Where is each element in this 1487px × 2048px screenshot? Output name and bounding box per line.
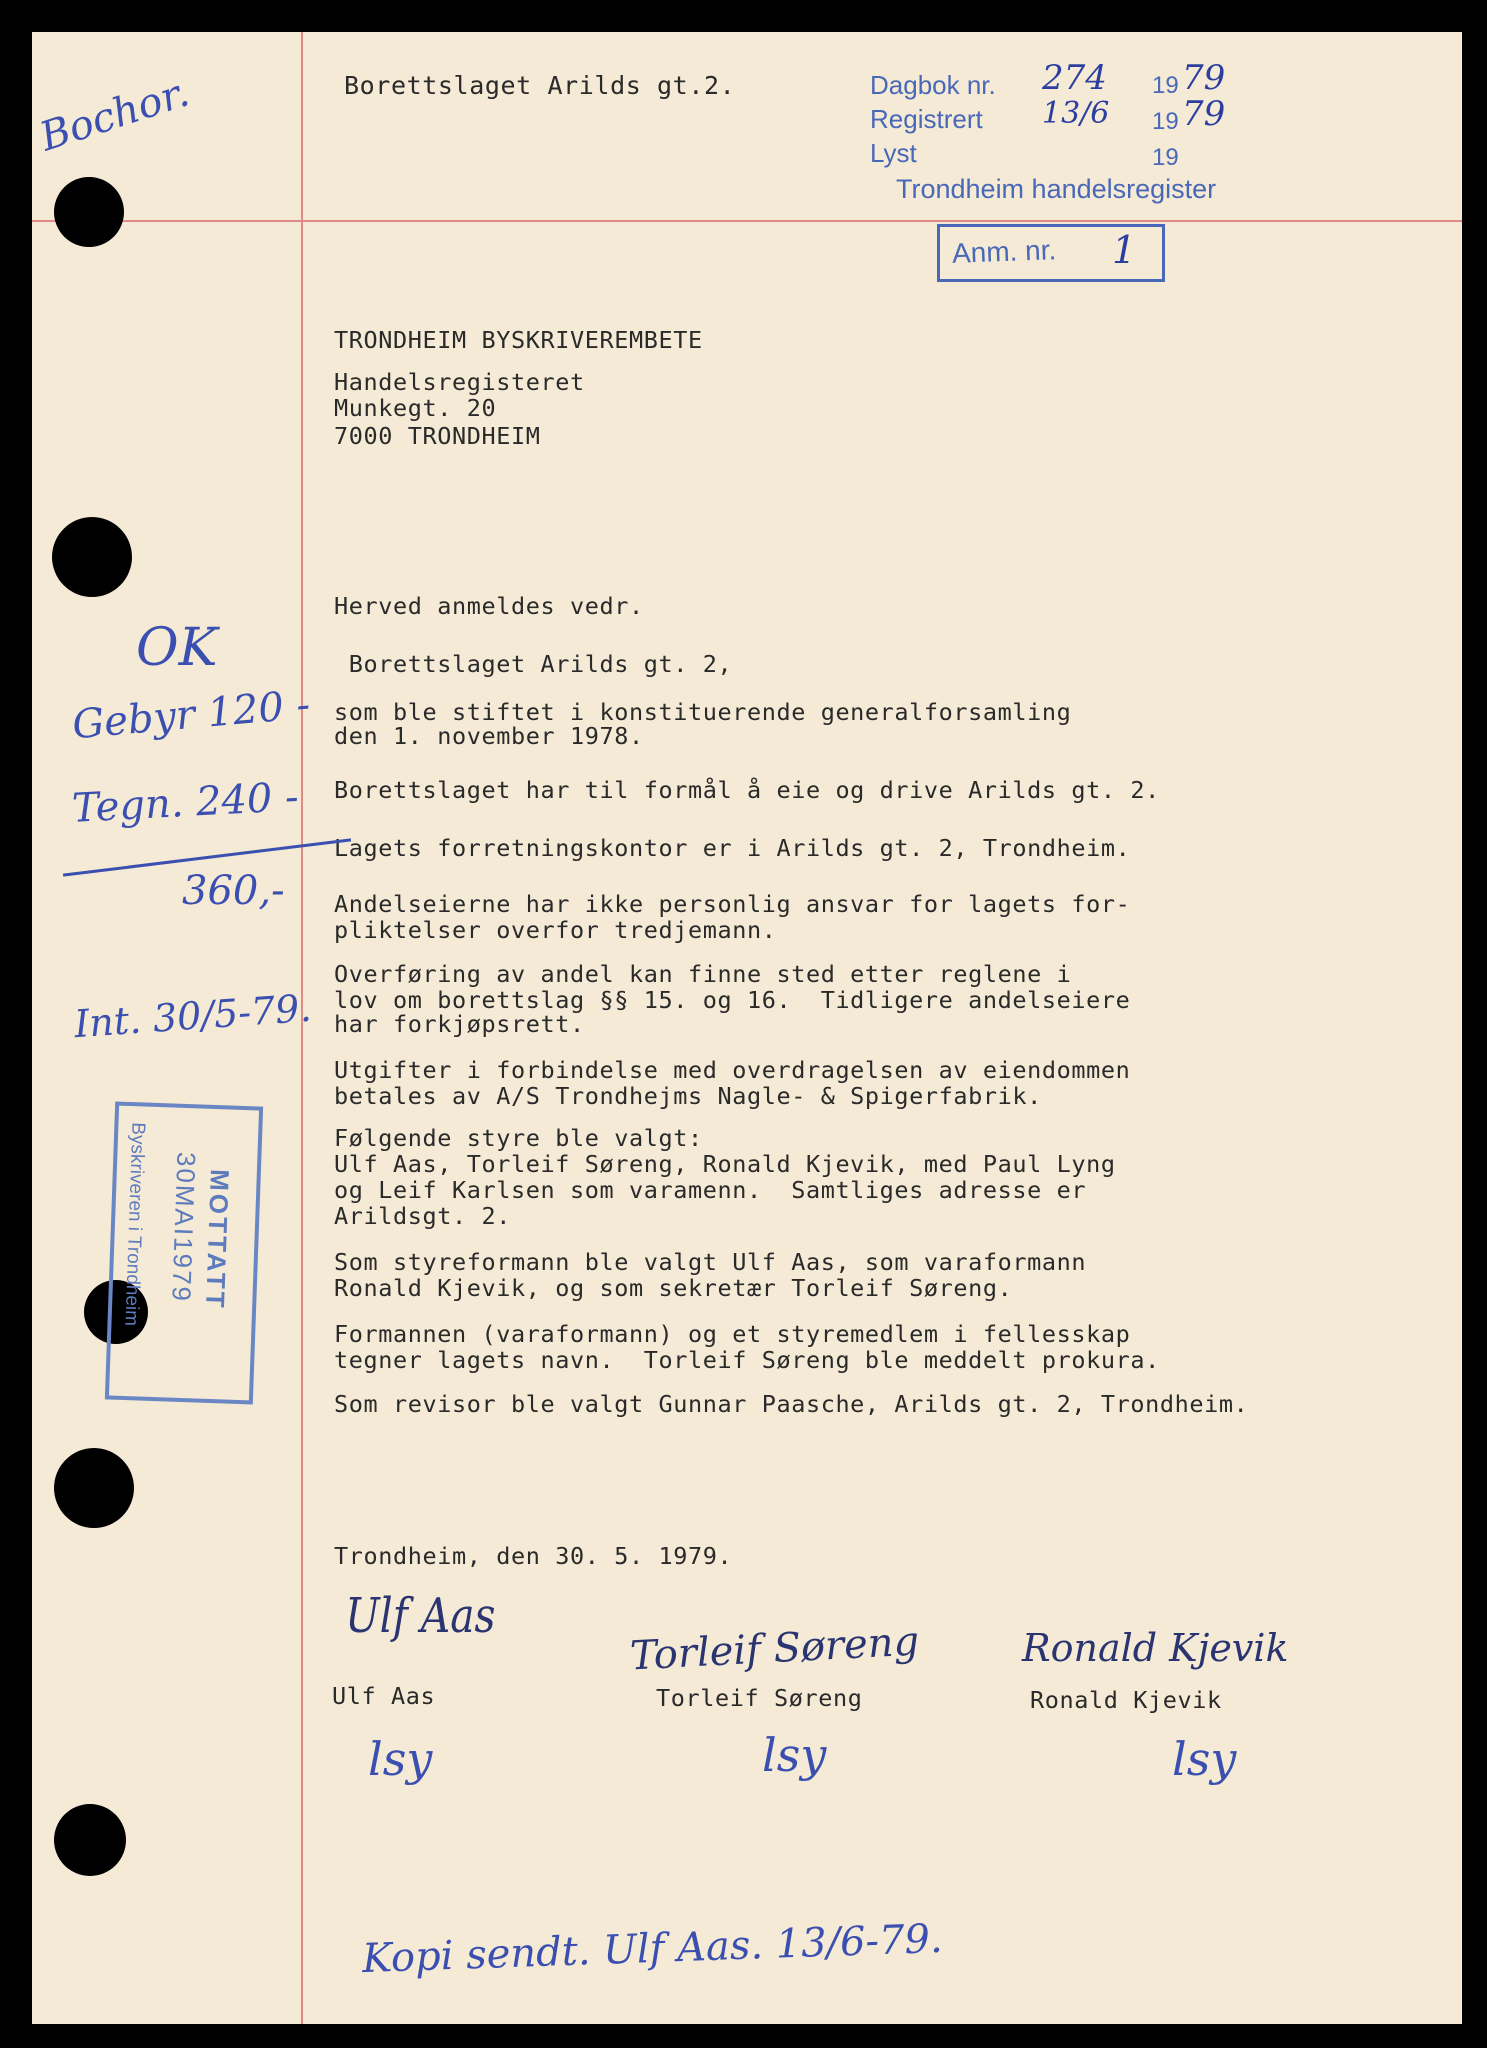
body-text: den 1. november 1978. — [334, 722, 644, 750]
signatory-name: Ulf Aas — [332, 1682, 436, 1710]
body-text: Utgifter i forbindelse med overdragelsen av eiendommen — [334, 1056, 1131, 1084]
header-line — [32, 220, 1462, 222]
signatory-name: Ronald Kjevik — [1030, 1686, 1222, 1714]
punch-hole — [54, 177, 124, 247]
stamp-text: 30MAI1979 — [166, 1151, 202, 1304]
body-text: Borettslaget Arilds gt. 2, — [334, 650, 733, 678]
body-text: og Leif Karlsen som varamenn. Samtliges adresse er — [334, 1176, 1087, 1204]
body-text: Herved anmeldes vedr. — [334, 592, 644, 620]
body-text: Overføring av andel kan finne sted etter reglene i — [334, 960, 1072, 988]
dagbok-year-prefix: 19 — [1152, 72, 1179, 99]
registrert-label: Registrert — [870, 104, 983, 134]
margin-note-fee: Gebyr 120 - — [70, 681, 312, 749]
body-text: har forkjøpsrett. — [334, 1010, 585, 1038]
body-text: lov om borettslag §§ 15. og 16. Tidligere andelseiere — [334, 986, 1131, 1014]
punch-hole — [54, 1448, 134, 1528]
margin-note-date: Int. 30/5-79. — [72, 985, 313, 1047]
body-text: Formannen (varaformann) og et styremedlem i fellesskap — [334, 1320, 1131, 1348]
place-date: Trondheim, den 30. 5. 1979. — [334, 1542, 733, 1570]
body-text: Ronald Kjevik, og som sekretær Torleif Søreng. — [334, 1274, 1013, 1302]
document-page — [32, 32, 1462, 2024]
signature-handwritten: Ronald Kjevik — [1022, 1626, 1289, 1670]
recipient-line: Handelsregisteret — [334, 368, 585, 396]
dagbok-label: Dagbok nr. — [870, 70, 996, 100]
body-text: Som revisor ble valgt Gunnar Paasche, Arilds gt. 2, Trondheim. — [334, 1390, 1249, 1418]
lyst-year-prefix: 19 — [1152, 144, 1179, 171]
margin-note-total: 360,- — [182, 868, 285, 914]
signatory-name: Torleif Søreng — [656, 1684, 863, 1712]
body-text: Følgende styre ble valgt: — [334, 1124, 703, 1152]
body-text: pliktelser overfor tredjemann. — [334, 916, 777, 944]
stamp-text: MOTTATT — [200, 1168, 235, 1311]
body-text: tegner lagets navn. Torleif Søreng ble meddelt prokura. — [334, 1346, 1160, 1374]
lyst-label: Lyst — [870, 138, 917, 168]
body-text: Ulf Aas, Torleif Søreng, Ronald Kjevik, med Paul Lyng — [334, 1150, 1116, 1178]
registrert-date: 13/6 — [1042, 96, 1110, 131]
signature-handwritten: Ulf Aas — [345, 1588, 496, 1644]
margin-note-ok: OK — [136, 618, 218, 678]
body-text: Andelseierne har ikke personlig ansvar for lagets for- — [334, 890, 1131, 918]
signature-handwritten: Torleif Søreng — [628, 1618, 921, 1680]
initials: lsy — [368, 1732, 433, 1786]
dagbok-number: 274 — [1042, 58, 1107, 98]
body-text: Borettslaget har til formål å eie og drive Arilds gt. 2. — [334, 776, 1160, 804]
register-name: Trondheim handelsregister — [896, 174, 1217, 204]
punch-hole — [52, 517, 132, 597]
recipient-line: Munkegt. 20 — [334, 394, 497, 422]
footer-note: Kopi sendt. Ulf Aas. 13/6-79. — [361, 1915, 944, 1983]
anm-number: 1 — [1112, 228, 1137, 272]
recipient-line: TRONDHEIM BYSKRIVEREMBETE — [334, 326, 703, 354]
recipient-line: 7000 TRONDHEIM — [334, 422, 541, 450]
initials: lsy — [1172, 1732, 1237, 1786]
body-text: Som styreformann ble valgt Ulf Aas, som varaformann — [334, 1248, 1087, 1276]
body-text: Arildsgt. 2. — [334, 1202, 511, 1230]
letterhead-title: Borettslaget Arilds gt.2. — [344, 71, 736, 100]
body-text: betales av A/S Trondhejms Nagle- & Spigerfabrik. — [334, 1082, 1042, 1110]
dagbok-year: 79 — [1182, 58, 1226, 98]
margin-note-fee: Tegn. 240 - — [70, 774, 300, 832]
registrert-year: 79 — [1182, 94, 1226, 134]
punch-hole — [54, 1804, 126, 1876]
margin-note: Bochor. — [34, 69, 195, 161]
anm-label: Anm. nr. — [951, 234, 1057, 269]
stamp-text: Byskriveren i Trondheim — [120, 1121, 149, 1327]
body-text: som ble stiftet i konstituerende generalforsamling — [334, 698, 1072, 726]
initials: lsy — [762, 1728, 827, 1782]
received-stamp — [105, 1102, 263, 1405]
body-text: Lagets forretningskontor er i Arilds gt. 2, Trondheim. — [334, 834, 1131, 862]
registrert-year-prefix: 19 — [1152, 108, 1179, 135]
